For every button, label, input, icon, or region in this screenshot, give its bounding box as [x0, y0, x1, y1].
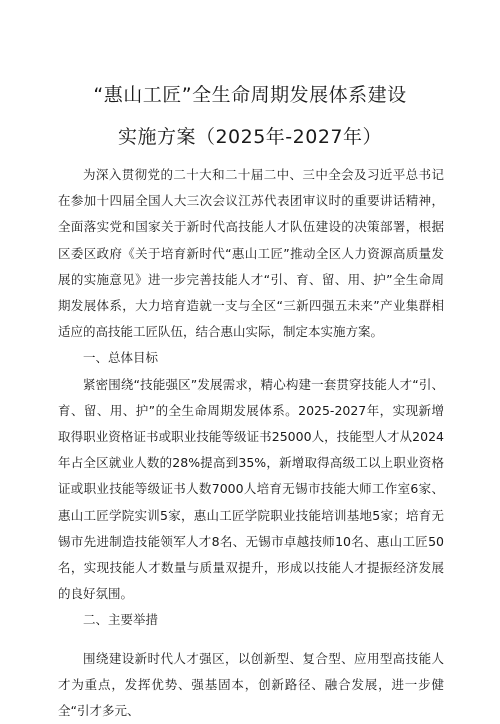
section-spacer [58, 634, 444, 646]
intro-paragraph: 为深入贯彻党的二十大和二十届二中、三中全会及习近平总书记在参加十四届全国人大三次会议江苏代表团审议时的重要讲话精神，全面落实党和国家关于新时代高技能人才队伍建设的决策部署，根据区委区政府《关于培育新时代“惠山工匠”推动全区人力资源高质量发展的实施意见》进一步完善技能人才“引、育、留、用、护”全生命周期发展体系，大力培育造就一支与全区“三新四强五未来”产业集群相适应的高技能工匠队伍，结合惠山实际，制定本实施方案。 [58, 167, 444, 340]
document-title-line-2: 实施方案（2025年-2027年） [117, 126, 383, 148]
document-body [58, 162, 444, 724]
section-2-heading: 二、主要举措 [83, 612, 159, 628]
document-title-line-1: “惠山工匠”全生命周期发展体系建设 [93, 84, 407, 106]
section-2-paragraph: 围绕建设新时代人才强区，以创新型、复合型、应用型高技能人才为重点，发挥优势、强基固本，创新路径、融合发展，进一步健全“引才多元、 [58, 650, 444, 719]
section-1-paragraph: 紧密围绕“技能强区”发展需求，精心构建一套贯穿技能人才“引、育、留、用、护”的全生命周期发展体系。2025-2027年，实现新增取得职业资格证书或职业技能等级证书25000人，技能型人才从2024年占全区就业人数的28%提高到35%，新增取得高级工以上职业资格证或职业技能等级证书人数7000人培育无锡市技能大师工作室6家、惠山工匠学院实训5家，惠山工匠学院职业技能培训基地5家；培育无锡市先进制造技能领军人才8名、无锡市卓越技师10名、惠山工匠50名，实现技能人才数量与质量双提升，形成以技能人才提振经济发展的良好氛围。 [58, 376, 444, 602]
section-1-heading: 一、总体目标 [83, 350, 159, 366]
